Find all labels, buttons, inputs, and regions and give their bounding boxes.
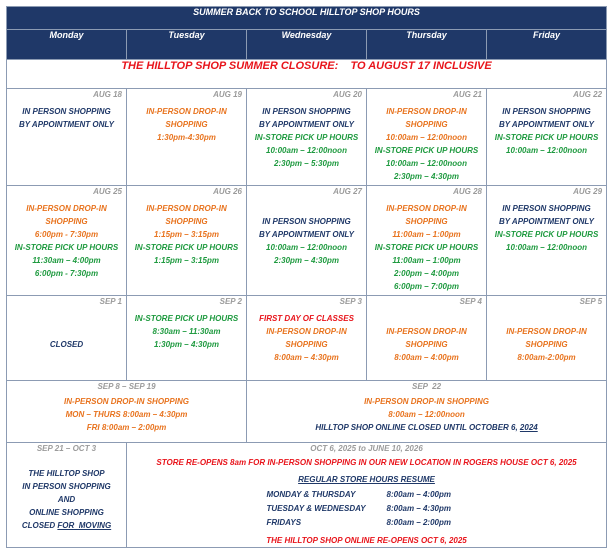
reopen-notice: STORE RE-OPENS 8am FOR IN-PERSON SHOPPING IN OUR NEW LOCATION IN ROGERS HOUSE OCT 6, 2025 [156, 458, 577, 467]
date-label: SEP 1 [99, 297, 122, 306]
closed-word: CLOSED [21, 521, 58, 530]
pickup-line: IN-STORE PICK UP HOURS [494, 133, 599, 142]
cell-aug-21 [367, 89, 487, 186]
for-moving-text: FOR MOVING [57, 521, 112, 530]
dropin-line: SHOPPING [405, 340, 448, 349]
hours-time: 8:00am – 4:30pm [386, 504, 451, 513]
dropin-time: 8:00am – 12:00noon [388, 410, 465, 419]
cell-sep-1 [7, 296, 127, 381]
date-label: AUG 22 [573, 90, 603, 99]
day-header-friday: Friday [487, 30, 607, 60]
hours-time: 8:00am – 2:00pm [386, 518, 451, 527]
date-label: SEP 22 [411, 382, 442, 391]
pickup-time: 10:00am – 12:00noon [386, 159, 467, 168]
date-range-label: OCT 6, 2025 to JUNE 10, 2026 [310, 444, 423, 453]
cell-sep-2 [127, 296, 247, 381]
date-label: AUG 25 [93, 187, 122, 196]
closed-label: CLOSED [49, 340, 84, 349]
regular-hours-list [127, 488, 606, 529]
week-row-sep-21 [7, 443, 607, 548]
pickup-line: IN-STORE PICK UP HOURS [134, 243, 239, 252]
shopping-line: BY APPOINTMENT ONLY [499, 217, 594, 226]
cell-aug-19 [127, 89, 247, 186]
date-label: SEP 3 [339, 297, 362, 306]
dropin-line: IN-PERSON DROP-IN [386, 327, 467, 336]
pickup-time: 2:30pm – 4:30pm [394, 172, 459, 181]
cell-oct-6-to-jun-10 [127, 443, 607, 548]
schedule-table [6, 6, 607, 548]
pickup-time: 8:30am – 11:30am [152, 327, 221, 336]
cell-aug-20 [247, 89, 367, 186]
hours-days: MONDAY & THURSDAY [266, 490, 356, 499]
dropin-line: SHOPPING [165, 217, 208, 226]
dropin-line: IN-PERSON DROP-IN [146, 204, 227, 213]
dropin-line: IN-PERSON DROP-IN [266, 327, 347, 336]
dropin-time: 1:15pm – 3:15pm [154, 230, 219, 239]
pickup-time: 1:15pm – 3:15pm [154, 256, 219, 265]
pickup-time: 6:00pm - 7:30pm [34, 269, 99, 278]
hours-days: TUESDAY & WEDNESDAY [266, 504, 366, 513]
dropin-time: 6:00pm - 7:30pm [34, 230, 99, 239]
pickup-time: 2:30pm – 4:30pm [274, 256, 339, 265]
shopping-line: BY APPOINTMENT ONLY [499, 120, 594, 129]
dropin-time: 8:00am-2:00pm [517, 353, 576, 362]
date-label: SEP 4 [459, 297, 482, 306]
pickup-time: 10:00am – 12:00noon [266, 146, 347, 155]
pickup-time: 6:00pm – 7:00pm [394, 282, 459, 291]
week-row-aug-18 [7, 89, 607, 186]
cell-sep-8-to-19 [7, 381, 247, 443]
cell-sep-4 [367, 296, 487, 381]
dropin-time: MON – THURS 8:00am – 4:30pm [65, 410, 188, 419]
dropin-time: 10:00am – 12:00noon [386, 133, 467, 142]
hours-days: FRIDAYS [266, 518, 302, 527]
shopping-line: IN PERSON SHOPPING [502, 204, 591, 213]
date-label: AUG 21 [453, 90, 482, 99]
day-header-tuesday: Tuesday [127, 30, 247, 60]
online-reopen-notice: THE HILLTOP SHOP ONLINE RE-OPENS OCT 6, 2025 [266, 536, 467, 545]
pickup-time: 2:30pm – 5:30pm [274, 159, 339, 168]
online-closed-text: HILLTOP SHOP ONLINE CLOSED UNTIL OCTOBER 6, [315, 423, 520, 432]
pickup-line: IN-STORE PICK UP HOURS [14, 243, 119, 252]
cell-aug-26 [127, 186, 247, 296]
first-day-of-classes: FIRST DAY OF CLASSES [259, 314, 354, 323]
date-label: AUG 29 [573, 187, 603, 196]
moving-line: ONLINE SHOPPING [29, 508, 104, 517]
date-label: AUG 20 [333, 90, 362, 99]
pickup-line: IN-STORE PICK UP HOURS [374, 243, 479, 252]
pickup-line: IN-STORE PICK UP HOURS [494, 230, 599, 239]
date-label: AUG 27 [333, 187, 362, 196]
dropin-line: IN-PERSON DROP-IN [146, 107, 227, 116]
dropin-line: SHOPPING [525, 340, 568, 349]
date-label: AUG 28 [453, 187, 482, 196]
dropin-line: SHOPPING [405, 120, 448, 129]
cell-sep-5 [487, 296, 607, 381]
regular-hours-heading: REGULAR STORE HOURS RESUME [298, 475, 435, 484]
dropin-time: 8:00am – 4:30pm [274, 353, 339, 362]
week-row-sep-1 [7, 296, 607, 381]
pickup-time: 10:00am – 12:00noon [506, 243, 587, 252]
date-label: SEP 5 [579, 297, 603, 306]
date-range-label: SEP 8 – SEP 19 [97, 382, 156, 391]
closure-row [7, 60, 607, 89]
shopping-line: IN PERSON SHOPPING [262, 217, 351, 226]
dropin-line: SHOPPING [165, 120, 208, 129]
shopping-line: BY APPOINTMENT ONLY [19, 120, 114, 129]
dropin-time: FRI 8:00am – 2:00pm [86, 423, 167, 432]
dropin-line: IN-PERSON DROP-IN SHOPPING [364, 397, 489, 406]
pickup-time: 11:30am – 4:00pm [32, 256, 101, 265]
moving-line: THE HILLTOP SHOP [28, 469, 105, 478]
pickup-time: 10:00am – 12:00noon [266, 243, 347, 252]
week-row-sep-8 [7, 381, 607, 443]
pickup-line: IN-STORE PICK UP HOURS [374, 146, 479, 155]
day-header-thursday: Thursday [367, 30, 487, 60]
cell-aug-29 [487, 186, 607, 296]
dropin-line: IN-PERSON DROP-IN [386, 107, 467, 116]
pickup-time: 10:00am – 12:00noon [506, 146, 587, 155]
dropin-line: SHOPPING [405, 217, 448, 226]
dropin-line: IN-PERSON DROP-IN [506, 327, 587, 336]
cell-aug-25 [7, 186, 127, 296]
schedule-title: SUMMER BACK TO SCHOOL HILLTOP SHOP HOURS [7, 7, 607, 30]
pickup-line: IN-STORE PICK UP HOURS [134, 314, 239, 323]
date-range-label: SEP 21 – OCT 3 [36, 444, 97, 453]
moving-closed-line [7, 519, 126, 532]
shopping-line: IN PERSON SHOPPING [262, 107, 351, 116]
day-header-monday: Monday [7, 30, 127, 60]
date-label: AUG 18 [93, 90, 122, 99]
date-label: SEP 2 [219, 297, 242, 306]
title-row [7, 7, 607, 30]
dropin-line: IN-PERSON DROP-IN SHOPPING [64, 397, 189, 406]
moving-line: IN PERSON SHOPPING [22, 482, 111, 491]
shopping-line: BY APPOINTMENT ONLY [259, 230, 354, 239]
online-closed-year: 2024 [519, 423, 538, 432]
dropin-time: 1:30pm-4:30pm [157, 133, 216, 142]
weekday-header-row [7, 30, 607, 60]
cell-aug-27 [247, 186, 367, 296]
cell-aug-22 [487, 89, 607, 186]
pickup-time: 11:00am – 1:00pm [392, 256, 461, 265]
week-row-aug-25 [7, 186, 607, 296]
date-label: AUG 19 [213, 90, 242, 99]
shopping-line: IN PERSON SHOPPING [22, 107, 111, 116]
dropin-time: 11:00am – 1:00pm [392, 230, 461, 239]
dropin-line: IN-PERSON DROP-IN [386, 204, 467, 213]
cell-aug-18 [7, 89, 127, 186]
pickup-time: 1:30pm – 4:30pm [154, 340, 219, 349]
dropin-line: SHOPPING [45, 217, 88, 226]
cell-aug-28 [367, 186, 487, 296]
cell-sep-3 [247, 296, 367, 381]
dropin-line: SHOPPING [285, 340, 328, 349]
pickup-line: IN-STORE PICK UP HOURS [254, 133, 359, 142]
online-closed-notice [247, 421, 606, 434]
date-label: AUG 26 [213, 187, 242, 196]
moving-line: AND [57, 495, 76, 504]
shopping-line: BY APPOINTMENT ONLY [259, 120, 354, 129]
shopping-line: IN PERSON SHOPPING [502, 107, 591, 116]
summer-closure-notice: THE HILLTOP SHOP SUMMER CLOSURE: TO AUGUST 17 INCLUSIVE [7, 60, 607, 89]
pickup-time: 2:00pm – 4:00pm [394, 269, 459, 278]
dropin-time: 8:00am – 4:00pm [394, 353, 459, 362]
cell-sep-22 [247, 381, 607, 443]
day-header-wednesday: Wednesday [247, 30, 367, 60]
dropin-line: IN-PERSON DROP-IN [26, 204, 107, 213]
cell-sep-21-to-oct-3 [7, 443, 127, 548]
hours-time: 8:00am – 4:00pm [386, 490, 451, 499]
